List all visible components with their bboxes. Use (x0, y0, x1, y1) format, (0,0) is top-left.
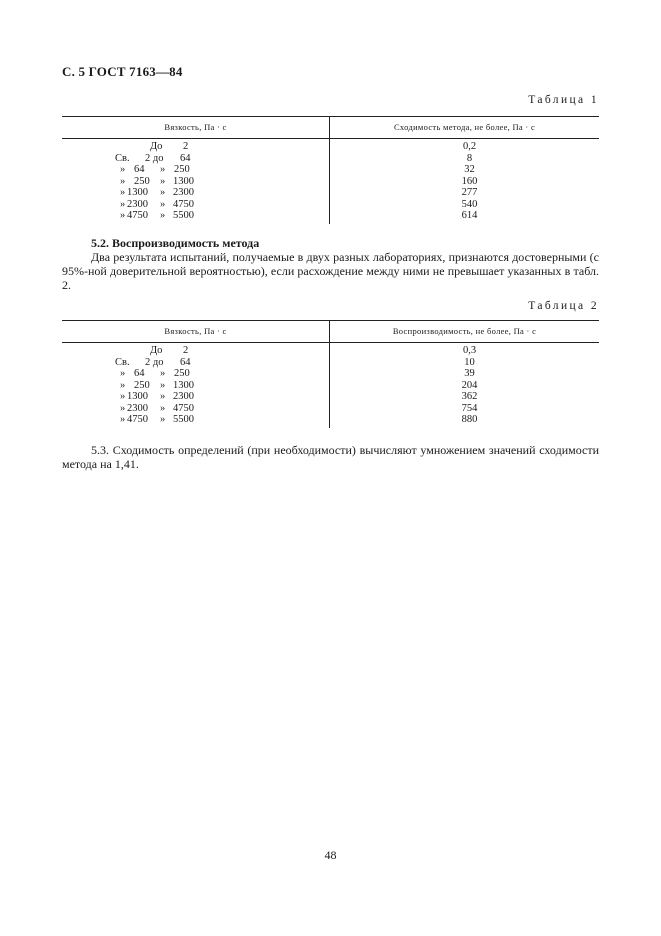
table-cell-value: 754 (461, 402, 478, 414)
table-cell-mid: » (160, 368, 166, 379)
table-cell-prefix: » (120, 414, 126, 425)
table-cell-value: 277 (461, 187, 478, 198)
table-cell-to-val: 2300 (173, 391, 194, 402)
table-cell-prefix: » (120, 187, 126, 198)
table-row-viscosity (62, 153, 329, 165)
table-cell-value: 32 (464, 164, 475, 175)
table-cell-from-val: 4750 (127, 210, 148, 221)
table-cell-to-val: 4750 (173, 402, 194, 414)
table-cell-to-val: 4750 (173, 198, 194, 210)
table-cell-to-val: 5500 (173, 210, 194, 221)
table-cell-value: 0,2 (462, 141, 477, 152)
table2-viscosity-column (62, 343, 330, 428)
table-cell-value: 204 (461, 379, 478, 391)
table-cell-from-val: 64 (134, 368, 145, 379)
table1-col2-header: Сходимость метода, не более, Па · с (393, 122, 536, 132)
table-cell-from-val: 4750 (127, 414, 148, 425)
table-cell-mid: » (160, 210, 166, 221)
table-cell-to-val: 250 (174, 368, 190, 379)
table-cell-prefix: » (120, 198, 126, 210)
table-row-viscosity (62, 345, 329, 357)
table-row-viscosity (62, 368, 329, 380)
table-cell-value: 614 (461, 210, 478, 221)
table1 (62, 116, 599, 224)
table-cell-to-val: 2300 (173, 187, 194, 198)
table1-value-column (330, 139, 599, 224)
table-cell-from-val: 2300 (127, 198, 148, 210)
section-5-2-title: 5.2. Воспроизводимость метода (91, 236, 260, 250)
table-cell-from-val: 250 (134, 175, 150, 187)
table-cell-prefix: » (120, 402, 126, 414)
table-row-viscosity (62, 210, 329, 222)
table-cell-from-val: 2 (183, 345, 189, 356)
table-cell-from-val: 250 (134, 379, 150, 391)
table-row-viscosity (62, 141, 329, 153)
table1-viscosity-column (62, 139, 330, 224)
table-cell-mid: » (160, 175, 166, 187)
table-cell-mid: » (160, 391, 166, 402)
table-cell-to-val: 250 (174, 164, 190, 175)
table2-header-row (62, 320, 599, 343)
table-cell-mid: » (160, 379, 166, 391)
table-cell-from-val: 1300 (127, 187, 148, 198)
table-cell-value: 540 (461, 198, 478, 210)
table-cell-from-val: 2 до (145, 152, 164, 164)
table-cell-value: 160 (461, 175, 478, 187)
table2 (62, 320, 599, 428)
table-cell-to-val: 64 (180, 356, 191, 368)
table-cell-value: 880 (461, 414, 478, 425)
table-cell-mid: » (160, 402, 166, 414)
table-row-viscosity (62, 187, 329, 199)
table-cell-prefix: » (120, 175, 126, 187)
table2-value-column (330, 343, 599, 428)
table-cell-value: 10 (464, 356, 475, 368)
table2-caption: Таблица 2 (528, 300, 599, 312)
section-5-3-text: 5.3. Сходимость определений (при необходимости) вычисляют умножением значений сходимости метода на 1,41. (62, 443, 599, 471)
table-cell-prefix: Св. (115, 152, 130, 164)
table-cell-to-val: 5500 (173, 414, 194, 425)
table1-header-row (62, 116, 599, 139)
page-number: 48 (324, 848, 337, 862)
table-row-viscosity (62, 414, 329, 426)
table-cell-mid: » (160, 414, 166, 425)
table-cell-from-val: 1300 (127, 391, 148, 402)
table-row-viscosity (62, 357, 329, 369)
table-cell-prefix: » (120, 210, 126, 221)
table-cell-from: До (150, 141, 163, 152)
page-header: С. 5 ГОСТ 7163—84 (62, 64, 183, 79)
table-cell-prefix: » (120, 368, 126, 379)
table2-col1-header: Вязкость, Па · с (62, 321, 330, 342)
table-cell-from-val: 2 (183, 141, 189, 152)
table-cell-mid: » (160, 164, 166, 175)
table-row-viscosity (62, 391, 329, 403)
table1-caption: Таблица 1 (528, 94, 599, 106)
table-cell-mid: » (160, 187, 166, 198)
table-cell-to-val: 1300 (173, 379, 194, 391)
table-row-viscosity (62, 164, 329, 176)
table-cell-prefix: Св. (115, 356, 130, 368)
table-row-viscosity (62, 176, 329, 188)
table-cell-value: 8 (466, 152, 473, 164)
table-cell-to-val: 1300 (173, 175, 194, 187)
table-cell-value: 362 (461, 391, 478, 402)
table-cell-from-val: 2 до (145, 356, 164, 368)
table-row-viscosity (62, 380, 329, 392)
table-cell-value: 39 (464, 368, 475, 379)
table-row-viscosity (62, 199, 329, 211)
section-5-2-text: Два результата испытаний, получаемые в двух разных лабораториях, признаются достоверными (с 95%-ной доверительной вероятностью), если расхождение между ними не превышает указанных в табл. 2. (62, 250, 599, 292)
table-cell-value: 0,3 (462, 345, 477, 356)
table-cell-mid: » (160, 198, 166, 210)
table-cell-prefix: » (120, 164, 126, 175)
table-cell-from-val: 64 (134, 164, 145, 175)
table-cell-prefix: » (120, 379, 126, 391)
table-cell-to-val: 64 (180, 152, 191, 164)
table-cell-prefix: » (120, 391, 126, 402)
table-cell-from: До (150, 345, 163, 356)
table-cell-from-val: 2300 (127, 402, 148, 414)
table-row-viscosity (62, 403, 329, 415)
table1-col1-header: Вязкость, Па · с (62, 117, 330, 138)
table2-col2-header: Воспроизводимость, не более, Па · с (392, 326, 537, 336)
